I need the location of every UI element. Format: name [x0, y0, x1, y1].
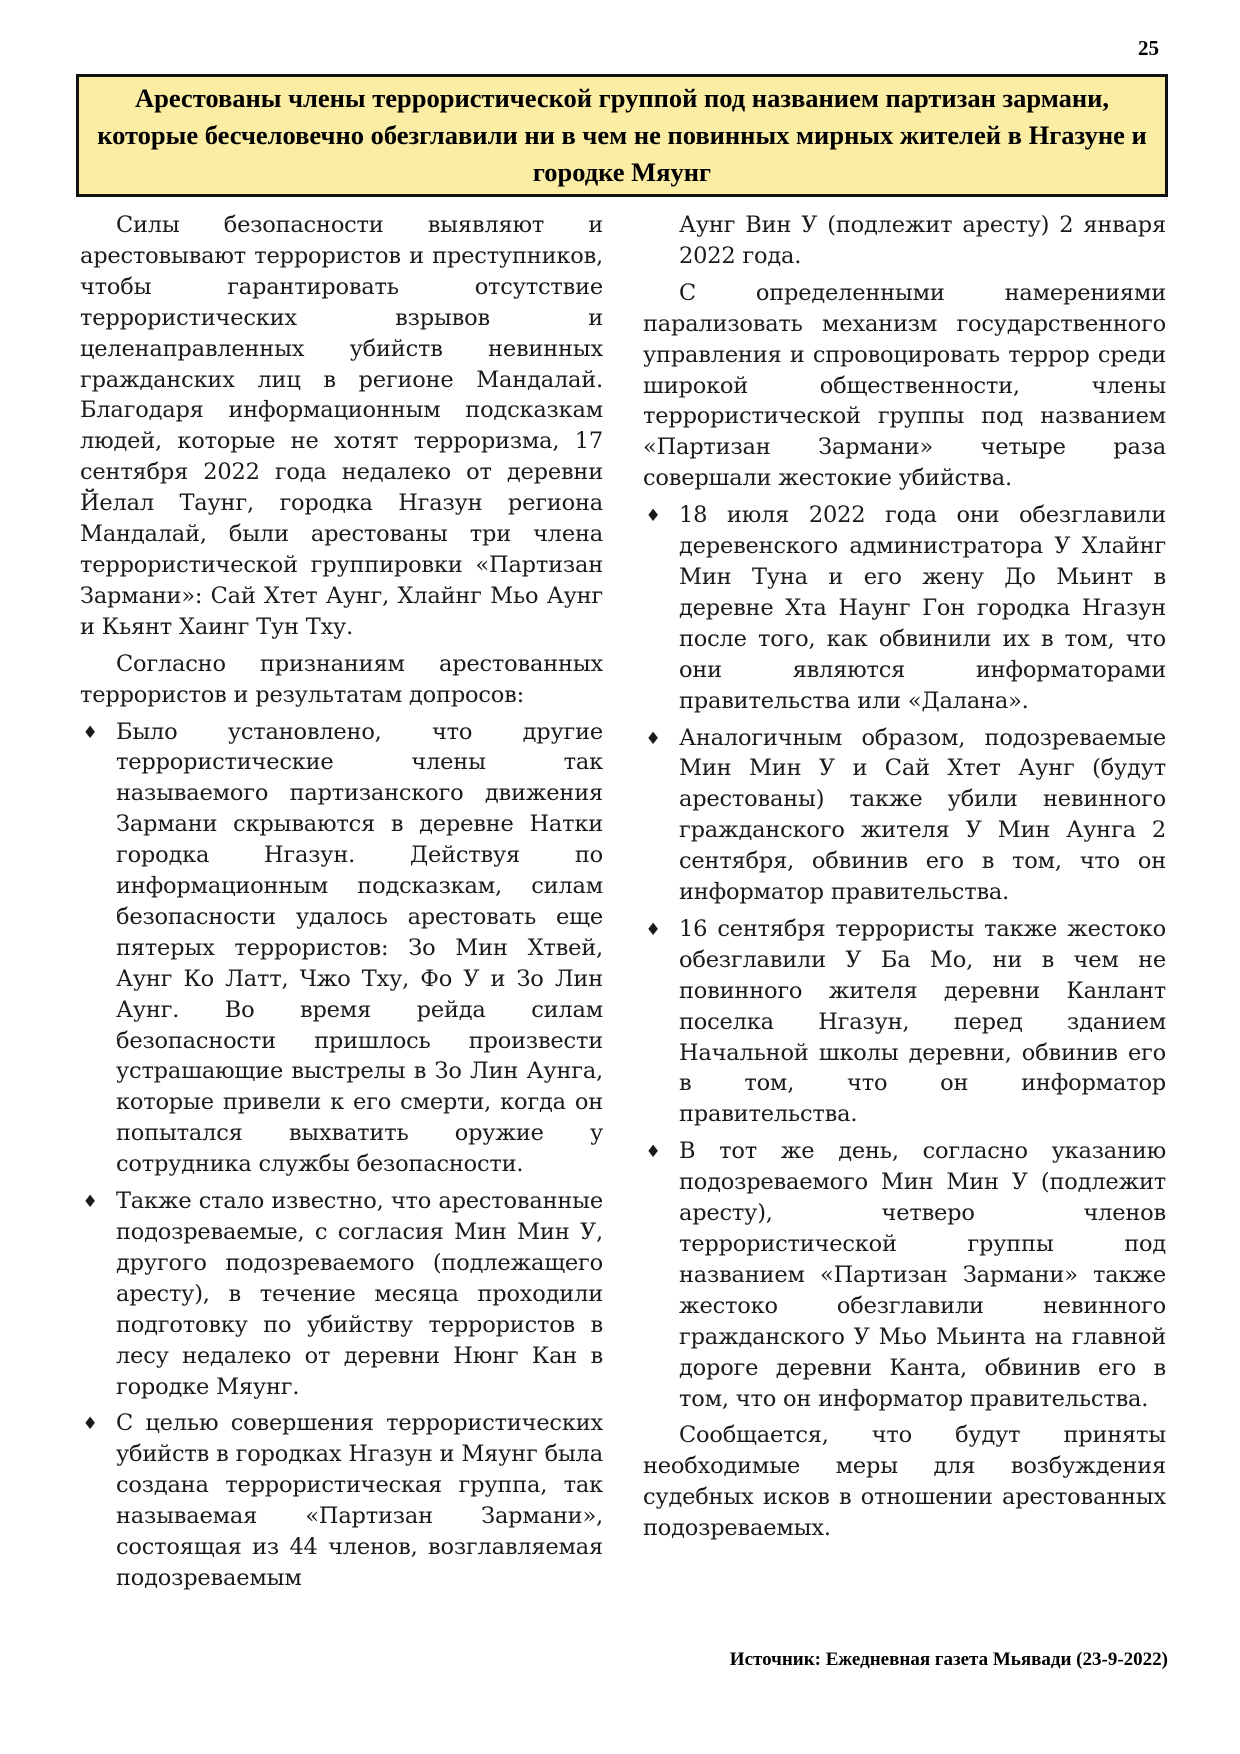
list-item [80, 1186, 603, 1402]
paragraph: С определенными намерениями парализовать механизм государственного управления и спровоцировать террор среди широкой общественности, члены террористической группы под названием «Партизан Зармани» четыре раза совершали жестокие убийства. [643, 279, 1166, 492]
list-item-text: 18 июля 2022 года они обезглавили деревенского администратора У Хлайнг Мин Туна и его жену До Мьинт в деревне Хта Наунг Гон городка Нгазун после того, как обвинили их в том, что они являются информаторами правительства или «Далана». [679, 502, 1166, 714]
list-item-text: 16 сентября террористы также жестоко обезглавили У Ба Мо, ни в чем не повинного жителя деревни Канлант поселка Нгазун, перед зданием Начальной школы деревни, обвинив его в том, что он информатор правительства. [679, 915, 1166, 1128]
list-item [643, 914, 1166, 1130]
page-number: 25 [1138, 36, 1159, 60]
diamond-bullet-icon: ♦ [645, 728, 661, 749]
source-line: Источник: Ежедневная газета Мьявади (23-9-2022) [729, 1649, 1168, 1670]
continuation-text: Аунг Вин У (подлежит аресту) 2 января 2022 года. [679, 212, 1166, 269]
paragraph: Согласно признаниям арестованных террористов и результатам допросов: [80, 650, 603, 708]
list-item-text: Аналогичным образом, подозреваемые Мин Мин У и Сай Хтет Аунг (будут арестованы) также убили невинного гражданского жителя У Мин Аунга 2 сентября, обвинив его в том, что он информатор правительства. [679, 724, 1166, 906]
diamond-bullet-icon: ♦ [645, 506, 661, 527]
right-column [643, 210, 1166, 1550]
list-item-text: Также стало известно, что арестованные подозреваемые, с согласия Мин Мин У, другого подозреваемого (подлежащего аресту), в течение месяца проходили подготовку по убийству террористов в лесу недалеко от деревни Нюнг Кан в городке Мяунг. [116, 1188, 603, 1400]
headline-text: Арестованы члены террористической группой под названием партизан зармани, которые бесчеловечно обезглавили ни в чем не повинных мирных жителей в Нгазуне и городке Мяунг [97, 83, 1147, 187]
diamond-bullet-icon: ♦ [82, 1414, 98, 1435]
list-item-text: В тот же день, согласно указанию подозреваемого Мин Мин У (подлежит аресту), четверо членов террористической группы под названием «Партизан Зармани» также жестоко обезглавили невинного гражданского У Мьо Мьинта на главной дороге деревни Канта, обвинив его в том, что он информатор правительства. [679, 1138, 1166, 1412]
list-item [643, 500, 1166, 716]
left-column [80, 210, 603, 1600]
diamond-bullet-icon: ♦ [645, 1142, 661, 1163]
list-item [643, 1136, 1166, 1414]
diamond-bullet-icon: ♦ [645, 919, 661, 940]
headline-box [76, 74, 1168, 197]
list-item-text: С целью совершения террористических убийств в городках Нгазун и Мяунг была создана террористическая группа, так называемая «Партизан Зармани», состоящая из 44 членов, возглавляемая подозреваемым [116, 1410, 603, 1591]
diamond-bullet-icon: ♦ [82, 1192, 98, 1213]
paragraph: Сообщается, что будут приняты необходимые меры для возбуждения судебных исков в отношении арестованных подозреваемых. [643, 1422, 1166, 1542]
bullet-list [80, 717, 603, 1594]
list-item-text: Было установлено, что другие террористические члены так называемого партизанского движения Зармани скрываются в деревне Натки городка Нгазун. Действуя по информационным подсказкам, силам безопасности удалось арестовать еще пятерых террористов: Зо Мин Хтвей, Аунг Ко Латт, Чжо Тху, Фо У и Зо Лин Аунг. Во время рейда силам безопасности пришлось произвести устрашающие выстрелы в Зо Лин Аунга, которые привели к его смерти, когда он попытался выхватить оружие у сотрудника службы безопасности. [116, 718, 603, 1178]
diamond-bullet-icon: ♦ [82, 722, 98, 743]
list-item [80, 717, 603, 1181]
paragraph: Силы безопасности выявляют и арестовывают террористов и преступников, чтобы гарантировать отсутствие террористических взрывов и целенаправленных убийств невинных гражданских лиц в регионе Мандалай. Благодаря информационным подсказкам людей, которые не хотят терроризма, 17 сентября 2022 года недалеко от деревни Йелал Таунг, городка Нгазун региона Мандалай, были арестованы три члена террористической группировки «Партизан Зармани»: Сай Хтет Аунг, Хлайнг Мьо Аунг и Кьянт Хаинг Тун Тху. [80, 212, 603, 640]
list-item [80, 1408, 603, 1593]
bullet-list [643, 500, 1166, 1414]
list-item [643, 723, 1166, 908]
